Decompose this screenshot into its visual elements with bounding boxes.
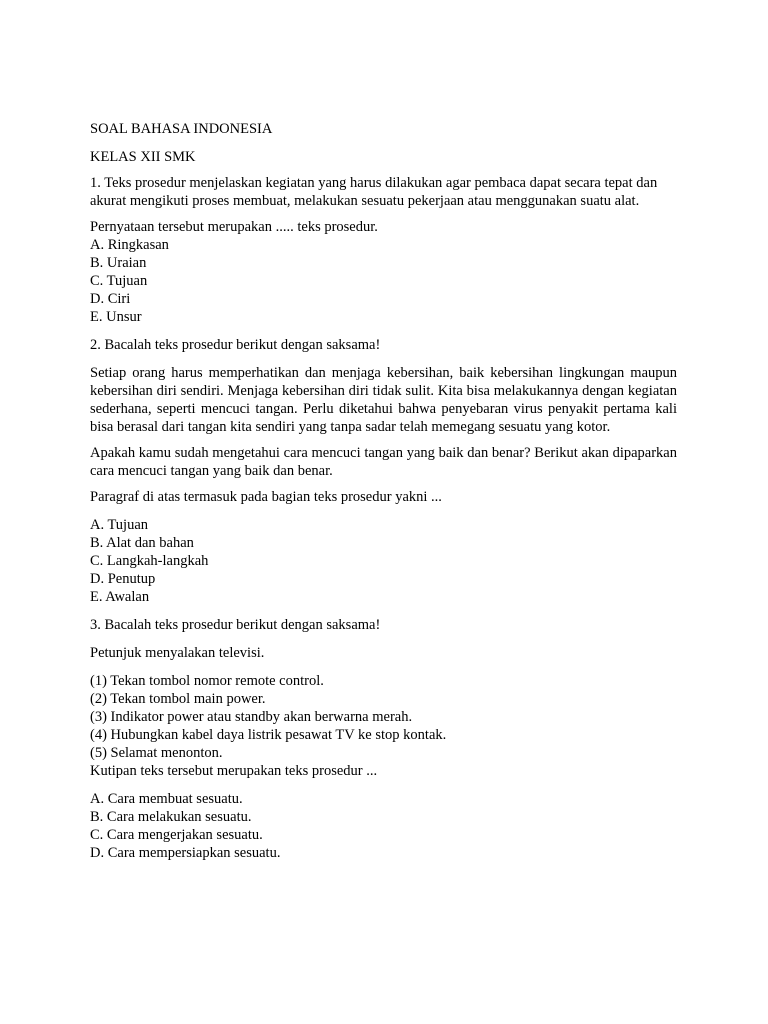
q3-options xyxy=(90,790,677,862)
q2-option-d: D. Penutup xyxy=(90,571,156,587)
q3-option-b: B. Cara melakukan sesuatu. xyxy=(90,809,252,825)
q1-option-a: A. Ringkasan xyxy=(90,237,169,253)
q2-option-a: A. Tujuan xyxy=(90,517,149,533)
q3-step-4: (4) Hubungkan kabel daya listrik pesawat TV ke stop kontak. xyxy=(90,727,447,743)
q2-paragraph-1: Setiap orang harus memperhatikan dan menjaga kebersihan, baik kebersihan lingkungan maupun kebersihan diri sendiri. Menjaga kebersihan diri tidak sulit. Kita bisa melakukannya dengan kegiatan sederhana, seperti mencuci tangan. Perlu diketahui bahwa penyebaran virus penyakit pertama kali bisa berasal dari tangan kita sendiri yang tanpa sadar telah memegang sesuatu yang kotor. xyxy=(90,365,677,435)
q2-option-e: E. Awalan xyxy=(90,589,150,605)
q1-option-d: D. Ciri xyxy=(90,291,131,307)
q3-option-a: A. Cara membuat sesuatu. xyxy=(90,791,243,807)
q1-options xyxy=(90,236,677,326)
q2-options xyxy=(90,516,677,606)
q3-step-2: (2) Tekan tombol main power. xyxy=(90,691,266,707)
q1-stem: 1. Teks prosedur menjelaskan kegiatan yang harus dilakukan agar pembaca dapat secara tepat dan akurat mengikuti proses membuat, melakukan sesuatu pekerjaan atau menggunakan suatu alat. xyxy=(90,175,658,209)
q1-option-e: E. Unsur xyxy=(90,309,142,325)
q3-subtitle: Petunjuk menyalakan televisi. xyxy=(90,645,265,661)
document-title: SOAL BAHASA INDONESIA xyxy=(90,121,273,137)
q1-option-c: C. Tujuan xyxy=(90,273,148,289)
q3-step-1: (1) Tekan tombol nomor remote control. xyxy=(90,673,324,689)
q3-step-5: (5) Selamat menonton. xyxy=(90,745,223,761)
q1-option-b: B. Uraian xyxy=(90,255,147,271)
q3-prompt: Kutipan teks tersebut merupakan teks prosedur ... xyxy=(90,763,378,779)
q2-paragraph-2: Apakah kamu sudah mengetahui cara mencuci tangan yang baik dan benar? Berikut akan dipaparkan cara mencuci tangan yang baik dan benar. xyxy=(90,445,677,479)
q3-steps xyxy=(90,672,677,762)
q3-step-3: (3) Indikator power atau standby akan berwarna merah. xyxy=(90,709,413,725)
class-label: KELAS XII SMK xyxy=(90,149,196,165)
q3-stem: 3. Bacalah teks prosedur berikut dengan saksama! xyxy=(90,617,381,633)
q1-prompt: Pernyataan tersebut merupakan ..... teks prosedur. xyxy=(90,219,378,235)
document-body xyxy=(90,120,677,862)
q2-option-c: C. Langkah-langkah xyxy=(90,553,209,569)
q2-option-b: B. Alat dan bahan xyxy=(90,535,194,551)
q2-prompt: Paragraf di atas termasuk pada bagian teks prosedur yakni ... xyxy=(90,489,442,505)
q3-option-d: D. Cara mempersiapkan sesuatu. xyxy=(90,845,281,861)
q2-stem: 2. Bacalah teks prosedur berikut dengan saksama! xyxy=(90,337,381,353)
q3-option-c: C. Cara mengerjakan sesuatu. xyxy=(90,827,263,843)
